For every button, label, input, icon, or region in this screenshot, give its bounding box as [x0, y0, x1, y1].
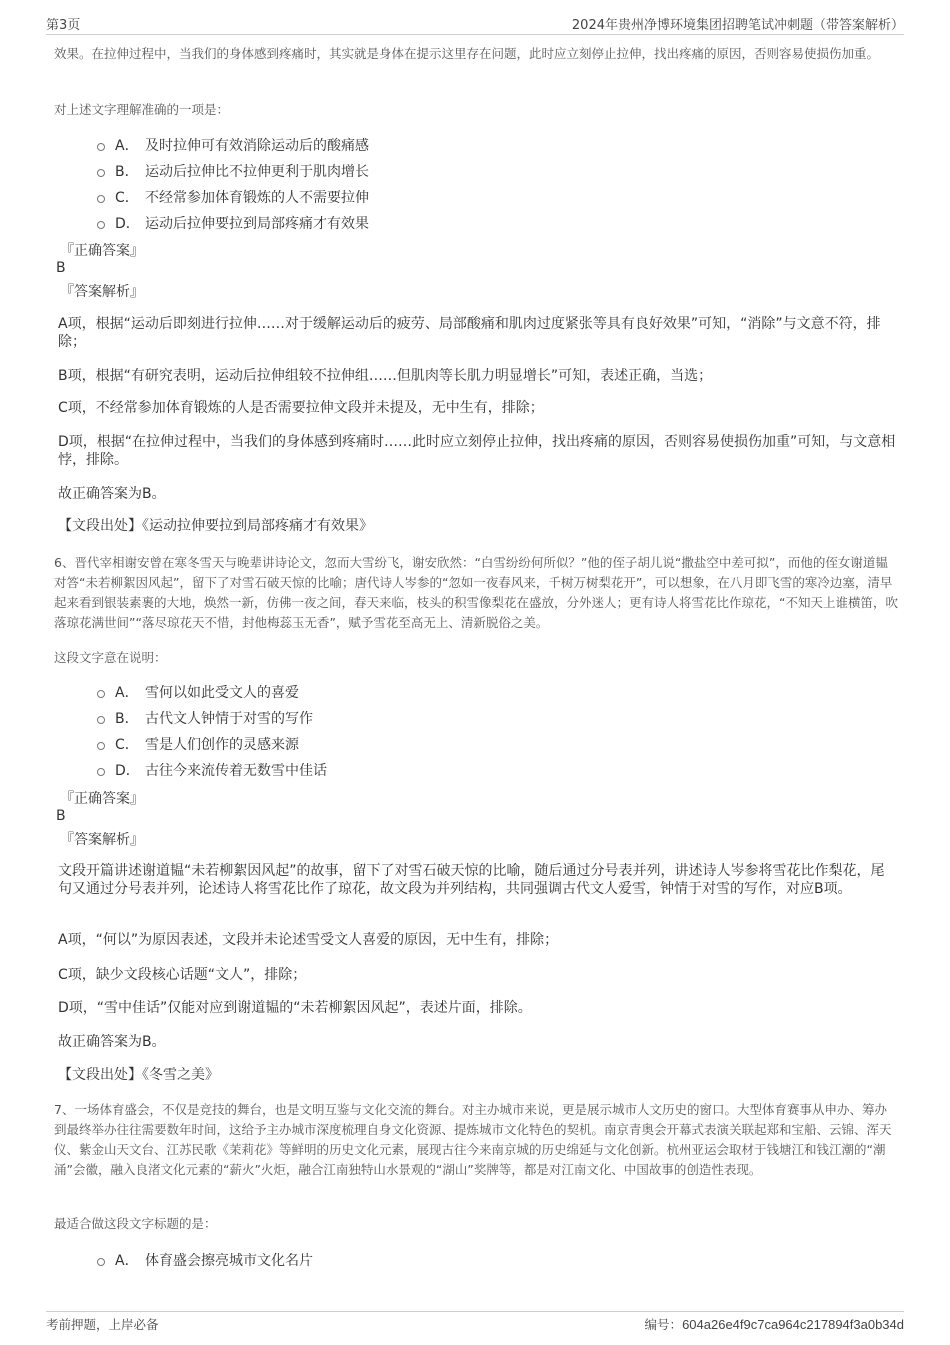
q5-conclusion: 故正确答案为B。 — [58, 486, 166, 502]
q5-option-c[interactable]: C． 不经常参加体育锻炼的人不需要拉伸 — [97, 187, 369, 207]
page-number: 第3页 — [46, 18, 81, 33]
q5-analysis-label: 『答案解析』 — [60, 284, 144, 300]
q6-answer-label: 『正确答案』 — [60, 791, 144, 807]
q5-source: 【文段出处】《运动拉伸要拉到局部疼痛才有效果》 — [58, 518, 373, 534]
q5-analysis-a: A项，根据“运动后即刻进行拉伸……对于缓解运动后的疲劳、局部酸痛和肌肉过度紧张等具有良好效果”可知，“消除”与文意不符，排除； — [58, 316, 881, 350]
q6-passage: 6、晋代宰相谢安曾在寒冬雪天与晚辈讲诗论文，忽而大雪纷飞，谢安欣然：“白雪纷纷何所似？”他的侄子胡儿说“撒盐空中差可拟”，而他的侄女谢道韫对答“未若柳絮因风起”，留下了对雪石破天惊的比喻；唐代诗人岑参的“忽如一夜春风来，千树万树梨花开”，可以想象，在八月即飞雪的寒冷边塞，清早起来看到银装素裹的大地，焕然一新，仿佛一夜之间，春天来临，枝头的积雪像梨花在盛放，分外迷人；更有诗人将雪花比作琼花，“不知天上谁横笛，吹落琼花满世间”“落尽琼花天不惜，封他梅蕊玉无香”，赋予雪花至高无上、清新脱俗之美。 — [54, 555, 898, 630]
q5-answer: B — [56, 260, 66, 276]
radio-icon[interactable] — [97, 169, 105, 177]
q6-option-a[interactable]: A． 雪何以如此受文人的喜爱 — [97, 682, 299, 702]
q7-option-a[interactable]: A． 体育盛会擦亮城市文化名片 — [97, 1250, 313, 1270]
q5-answer-label: 『正确答案』 — [60, 243, 144, 259]
q7-passage: 7、一场体育盛会，不仅是竞技的舞台，也是文明互鉴与文化交流的舞台。对主办城市来说，更是展示城市人文历史的窗口。大型体育赛事从申办、筹办到最终举办往往需要数年时间，这给予主办城市深度梳理自身文化资源、提炼城市文化特色的契机。南京青奥会开幕式表演关联起郑和宝船、云锦、浑天仪、紫金山天文台、江苏民歌《茉莉花》等鲜明的历史文化元素，展现古往今来南京城的历史绵延与文化创新。杭州亚运会取材于钱塘江和钱江潮的“潮涌”会徽，融入良渚文化元素的“薪火”火炬，融合江南独特山水景观的“湖山”奖牌等，都是对江南文化、中国故事的创造性表现。 — [54, 1102, 892, 1177]
radio-icon[interactable] — [97, 716, 105, 724]
q5-option-b[interactable]: B． 运动后拉伸比不拉伸更利于肌肉增长 — [97, 161, 369, 181]
page-footer — [0, 1306, 950, 1345]
q6-prompt: 这段文字意在说明： — [54, 650, 167, 665]
q5-analysis-c: C项，不经常参加体育锻炼的人是否需要拉伸文段并未提及，无中生有，排除； — [58, 400, 544, 416]
q6-conclusion: 故正确答案为B。 — [58, 1034, 166, 1050]
q5-prompt: 对上述文字理解准确的一项是： — [54, 102, 230, 117]
document-title: 2024年贵州净博环境集团招聘笔试冲刺题（带答案解析） — [571, 18, 904, 33]
radio-icon[interactable] — [97, 742, 105, 750]
radio-icon[interactable] — [97, 768, 105, 776]
q6-analysis-label: 『答案解析』 — [60, 832, 144, 848]
q5-passage-tail: 效果。在拉伸过程中，当我们的身体感到疼痛时，其实就是身体在提示这里存在问题，此时应立刻停止拉伸，找出疼痛的原因，否则容易使损伤加重。 — [54, 46, 880, 61]
header-divider — [46, 34, 904, 35]
page-header — [0, 0, 950, 36]
footer-divider — [46, 1311, 904, 1312]
radio-icon[interactable] — [97, 1258, 105, 1266]
radio-icon[interactable] — [97, 221, 105, 229]
q5-option-d[interactable]: D． 运动后拉伸要拉到局部疼痛才有效果 — [97, 213, 369, 233]
q6-option-d[interactable]: D． 古往今来流传着无数雪中佳话 — [97, 760, 327, 780]
q6-option-b[interactable]: B． 古代文人钟情于对雪的写作 — [97, 708, 313, 728]
q5-analysis-b: B项，根据“有研究表明，运动后拉伸组较不拉伸组……但肌肉等长肌力明显增长”可知，表述正确，当选； — [58, 368, 713, 384]
q6-analysis-a: A项，“何以”为原因表述，文段并未论述雪受文人喜爱的原因，无中生有，排除； — [58, 932, 559, 948]
q6-analysis-main: 文段开篇讲述谢道韫“未若柳絮因风起”的故事，留下了对雪石破天惊的比喻，随后通过分号表并列，讲述诗人岑参将雪花比作梨花，尾句又通过分号表并列，论述诗人将雪花比作了琼花，故文段为并列结构，共同强调古代文人爱雪，钟情于对雪的写作，对应B项。 — [58, 863, 885, 897]
q7-prompt: 最适合做这段文字标题的是： — [54, 1216, 217, 1231]
q6-answer: B — [56, 808, 66, 824]
radio-icon[interactable] — [97, 690, 105, 698]
q5-option-a[interactable]: A． 及时拉伸可有效消除运动后的酸痛感 — [97, 135, 369, 155]
q6-option-c[interactable]: C． 雪是人们创作的灵感来源 — [97, 734, 299, 754]
q6-analysis-d: D项，“雪中佳话”仅能对应到谢道韫的“未若柳絮因风起”，表述片面，排除。 — [58, 1000, 532, 1016]
radio-icon[interactable] — [97, 195, 105, 203]
document-code: 编号：604a26e4f9c7ca964c217894f3a0b34d — [644, 1317, 904, 1332]
q5-analysis-d: D项，根据“在拉伸过程中，当我们的身体感到疼痛时……此时应立刻停止拉伸，找出疼痛的原因，否则容易使损伤加重”可知，与文意相悖，排除。 — [58, 434, 896, 468]
q6-analysis-c: C项，缺少文段核心话题“文人”，排除； — [58, 967, 307, 983]
radio-icon[interactable] — [97, 143, 105, 151]
footer-slogan: 考前押题，上岸必备 — [46, 1317, 159, 1332]
q6-source: 【文段出处】《冬雪之美》 — [58, 1067, 219, 1083]
